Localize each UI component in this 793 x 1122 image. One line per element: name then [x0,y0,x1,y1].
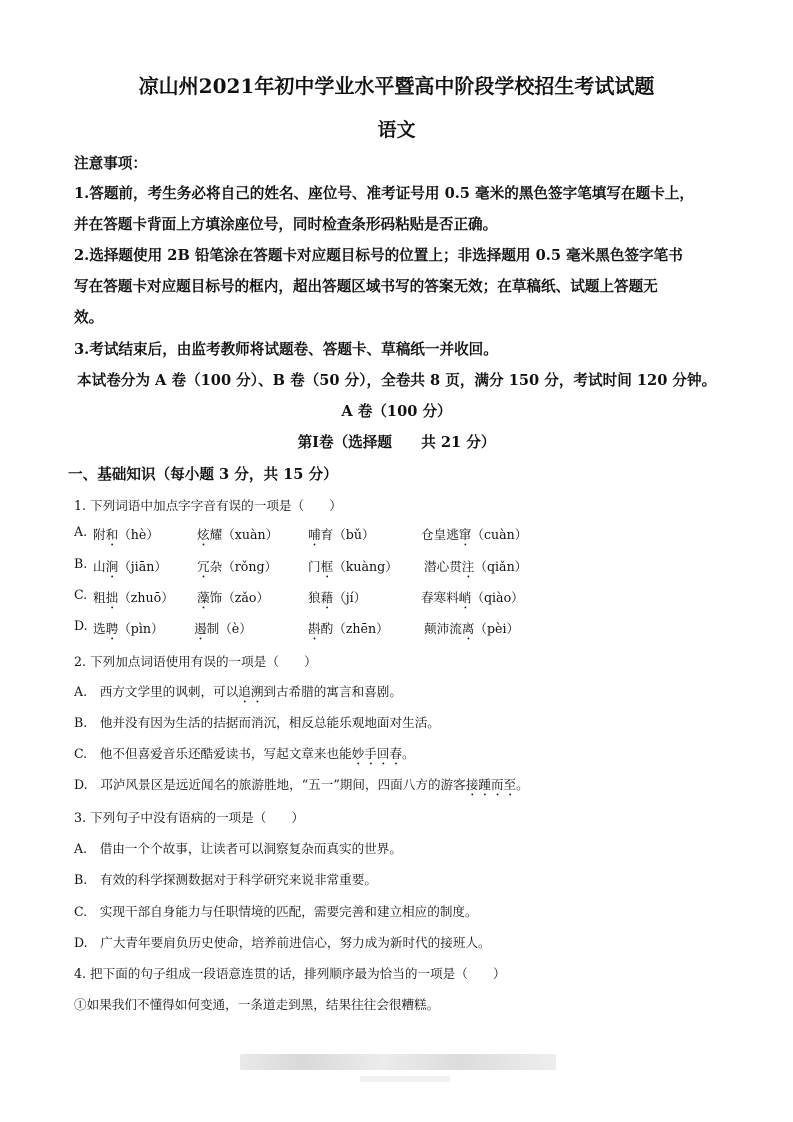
option-letter: D. [74,618,88,633]
notes-line-4: 写在答题卡对应题目标号的框内，超出答题区域书写的答案无效；在草稿纸、试题上答题无 [74,278,658,295]
q2-option-d: D. 邛泸风景区是远近闻名的旅游胜地，“五一”期间，四面八方的游客接踵而至。 [74,777,529,792]
option-letter: B. [74,556,88,571]
word-item: 哺育（bǔ） [308,527,375,542]
notes-line-3: 2.选择题使用 2B 铅笔涂在答题卡对应题目标号的位置上；非选择题用 0.5 毫米黑色签字笔书 [74,247,683,264]
blurred-footer-watermark [240,1054,556,1070]
q2-stem: 2. 下列加点词语使用有误的一项是（ ） [74,654,317,669]
exam-title: 凉山州2021年初中学业水平暨高中阶段学校招生考试试题 [138,74,655,98]
q3-stem: 3. 下列句子中没有语病的一项是（ ） [74,810,305,825]
q4-stem: 4. 把下面的句子组成一段语意连贯的话，排列顺序最为恰当的一项是（ ） [74,966,506,981]
word-item: 藻饰（zǎo） [197,590,270,605]
blurred-footer-watermark-2 [360,1076,450,1082]
exam-summary: 本试卷分为 A 卷（100 分）、B 卷（50 分），全卷共 8 页，满分 150 分，考试时间 120 分钟。 [77,372,717,389]
q4-sentence-1: ①如果我们不懂得如何变通，一条道走到黑，结果往往会很糟糕。 [74,997,440,1012]
q3-option-c: C. 实现干部自身能力与任职情境的匹配，需要完善和建立相应的制度。 [74,904,478,919]
q3-option-a: A. 借由一个个故事，让读者可以洞察复杂而真实的世界。 [74,841,402,856]
q2-option-b: B. 他并没有因为生活的拮据而消沉，相反总能乐观地面对生活。 [74,715,440,730]
section-a-volume: A 卷（100 分） [341,403,452,420]
option-letter: C. [74,587,88,602]
word-item: 遏制（è） [194,621,252,636]
notes-line-2: 并在答题卡背面上方填涂座位号，同时检查条形码粘贴是否正确。 [74,216,498,233]
word-item: 狼藉（jí） [308,590,367,605]
word-item: 粗拙（zhuō） [93,590,174,605]
notes-line-5: 效。 [74,309,104,326]
word-item: 炫耀（xuàn） [197,527,279,542]
q1-stem: 1. 下列词语中加点字字音有误的一项是（ ） [74,498,342,513]
q3-option-b: B. 有效的科学探测数据对于科学研究来说非常重要。 [74,872,377,887]
q2-option-c: C. 他不但喜爱音乐还酷爱读书，写起文章来也能妙手回春。 [74,746,415,761]
option-letter: A. [74,524,88,539]
subject-title: 语文 [377,119,416,141]
section-basic-knowledge: 一、基础知识（每小题 3 分，共 15 分） [68,466,338,483]
word-item: 颠沛流离（pèi） [424,621,520,636]
word-item: 山涧（jiān） [93,559,167,574]
notes-line-1: 1.答题前，考生务必将自己的姓名、座位号、准考证号用 0.5 毫米的黑色签字笔填写在题卡上， [74,185,694,202]
q3-option-d: D. 广大青年要肩负历史使命，培养前进信心，努力成为新时代的接班人。 [74,935,491,950]
word-item: 选聘（pìn） [93,621,164,636]
word-item: 附和（hè） [93,527,159,542]
notes-line-6: 3.考试结束后，由监考教师将试题卷、答题卡、草稿纸一并收回。 [74,341,498,358]
notes-heading: 注意事项： [74,155,147,172]
section-part-1: 第Ⅰ卷（选择题 共 21 分） [297,434,496,451]
word-item: 仓皇逃窜（cuàn） [421,527,528,542]
word-item: 春寒料峭（qiào） [421,590,524,605]
word-item: 门框（kuàng） [308,559,398,574]
word-item: 冗杂（rǒng） [197,559,278,574]
word-item: 斟酌（zhēn） [308,621,389,636]
word-item: 潜心贯注（qiǎn） [424,559,528,574]
q2-option-a: A. 西方文学里的讽刺，可以追溯到古希腊的寓言和喜剧。 [74,684,402,699]
